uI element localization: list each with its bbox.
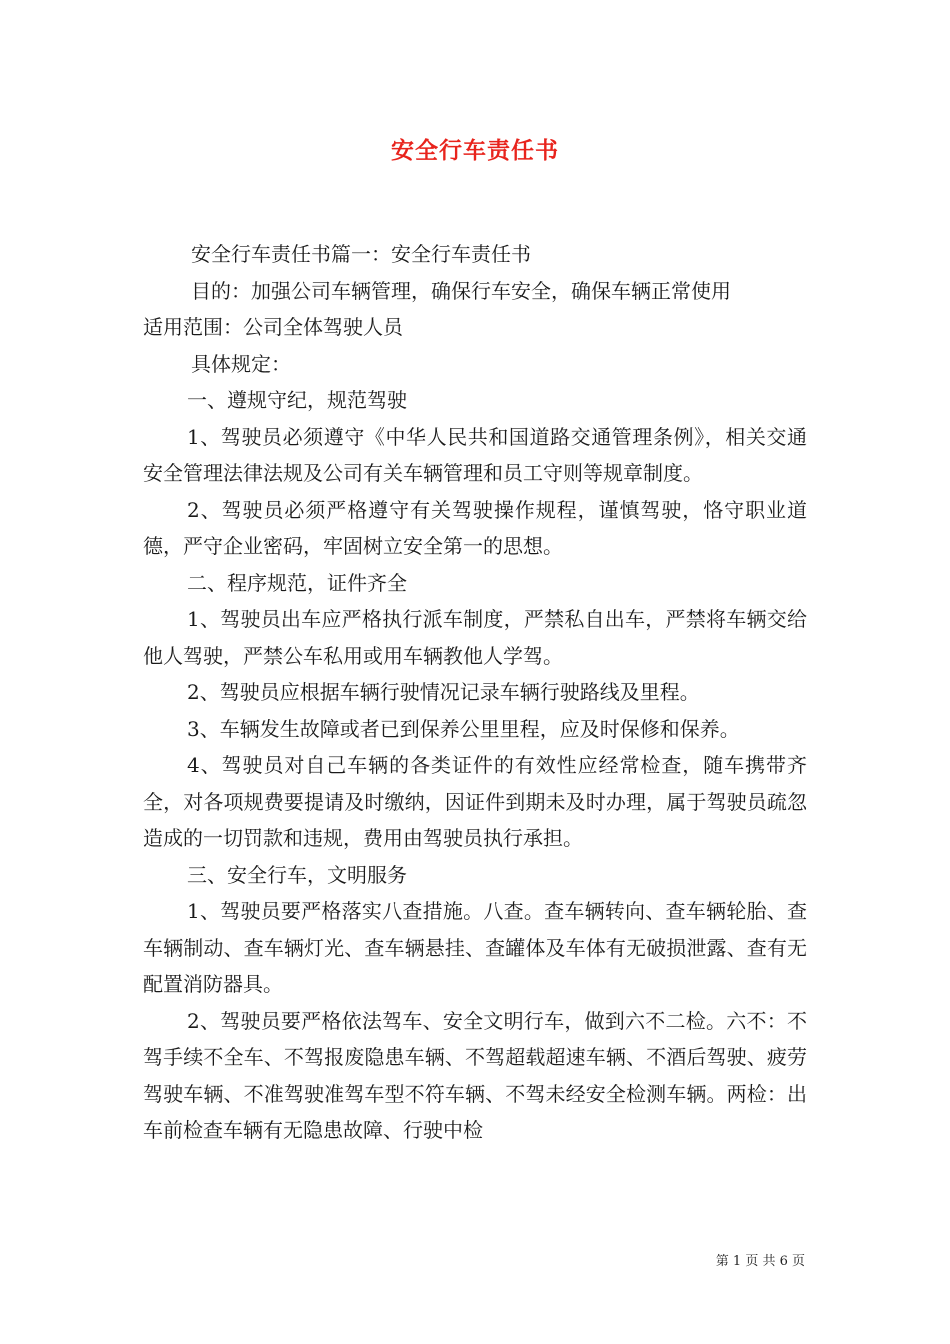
paragraph: 2、驾驶员必须严格遵守有关驾驶操作规程，谨慎驾驶，恪守职业道德，严守企业密码，牢固树立安全第一的思想。 (143, 497, 807, 558)
document-title: 安全行车责任书 (391, 137, 559, 164)
page-number: 第 1 页 共 6 页 (715, 1254, 805, 1269)
paragraph: 2、驾驶员要严格依法驾车、安全文明行车，做到六不二检。六不：不驾手续不全车、不驾报废隐患车辆、不驾超载超速车辆、不酒后驾驶、疲劳驾驶车辆、不准驾驶准驾车型不符车辆、不驾未经安全检测车辆。两检：出车前检查车辆有无隐患故障、行驶中检 (143, 1008, 807, 1142)
paragraph: 2、驾驶员应根据车辆行驶情况记录车辆行驶路线及里程。 (187, 680, 700, 704)
paragraph: 4、驾驶员对自己车辆的各类证件的有效性应经常检查，随车携带齐全，对各项规费要提请及时缴纳，因证件到期未及时办理，属于驾驶员疏忽造成的一切罚款和违规，费用由驾驶员执行承担。 (143, 753, 807, 850)
paragraph: 适用范围：公司全体驾驶人员 (143, 315, 403, 339)
paragraph: 1、驾驶员必须遵守《中华人民共和国道路交通管理条例》，相关交通安全管理法律法规及公司有关车辆管理和员工守则等规章制度。 (143, 424, 807, 485)
section-heading: 三、安全行车，文明服务 (187, 862, 407, 887)
paragraph: 1、驾驶员要严格落实八查措施。八查。查车辆转向、查车辆轮胎、查车辆制动、查车辆灯光、查车辆悬挂、查罐体及车体有无破损泄露、查有无配置消防器具。 (143, 899, 807, 996)
paragraph: 具体规定： (191, 351, 291, 376)
paragraph: 1、驾驶员出车应严格执行派车制度，严禁私自出车，严禁将车辆交给他人驾驶，严禁公车私用或用车辆教他人学驾。 (143, 607, 807, 668)
paragraph: 目的：加强公司车辆管理，确保行车安全，确保车辆正常使用 (191, 278, 731, 303)
paragraph: 3、车辆发生故障或者已到保养公里里程，应及时保修和保养。 (187, 716, 740, 741)
section-heading: 二、程序规范，证件齐全 (187, 570, 407, 595)
document-body (143, 236, 807, 1149)
section-heading: 一、遵规守纪，规范驾驶 (187, 388, 407, 412)
paragraph: 安全行车责任书篇一：安全行车责任书 (191, 242, 531, 266)
